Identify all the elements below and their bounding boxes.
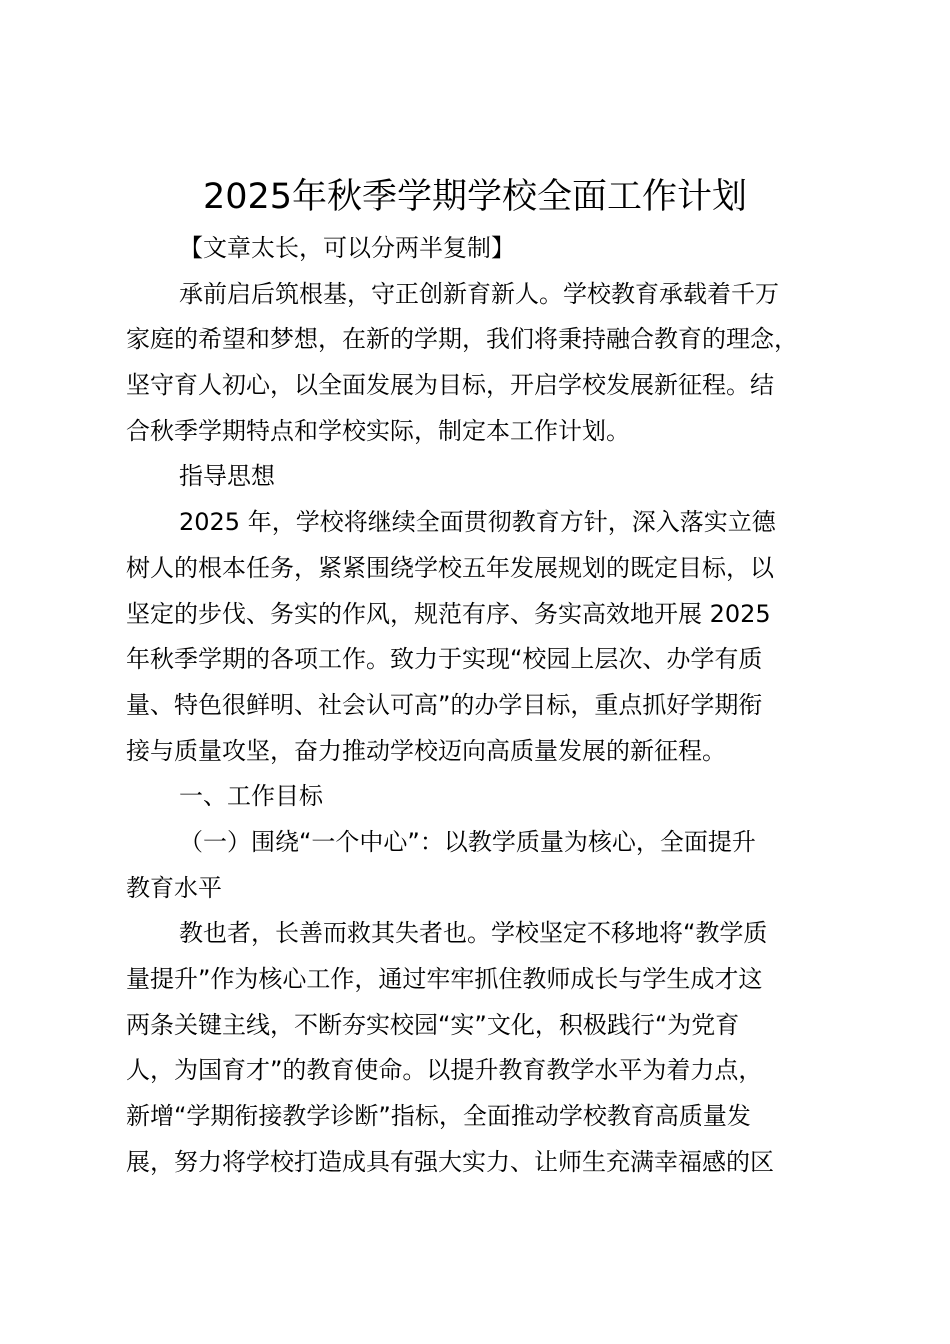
paragraph-lines	[126, 272, 832, 1186]
text-line: 承前启后筑根基，守正创新育新人。学校教育承载着千万	[179, 279, 779, 308]
document-title: 2025年秋季学期学校全面工作计划	[202, 177, 748, 217]
text-line: 教育水平	[126, 873, 222, 902]
text-line: 一、工作目标	[179, 782, 323, 811]
text-line: 人，为国育才”的教育使命。以提升教育教学水平为着力点，	[126, 1056, 763, 1085]
text-line: （一）围绕“一个中心”：以教学质量为核心，全面提升	[179, 827, 756, 856]
text-line: 量、特色很鲜明、社会认可高”的办学目标，重点抓好学期衔	[126, 690, 763, 719]
text-line: 树人的根本任务，紧紧围绕学校五年发展规划的既定目标，以	[126, 553, 774, 582]
text-line: 年秋季学期的各项工作。致力于实现“校园上层次、办学有质	[126, 645, 763, 674]
text-line: 坚守育人初心，以全面发展为目标，开启学校发展新征程。结	[126, 371, 774, 400]
text-line: 2025 年，学校将继续全面贯彻教育方针，深入落实立德	[179, 508, 776, 537]
document-body	[126, 226, 832, 1185]
text-line: 家庭的希望和梦想，在新的学期，我们将秉持融合教育的理念，	[126, 325, 798, 354]
text-line: 指导思想	[179, 462, 275, 491]
text-line: 两条关键主线，不断夯实校园“实”文化，积极践行“为党育	[126, 1010, 740, 1039]
text-line: 新增“学期衔接教学诊断”指标，全面推动学校教育高质量发	[126, 1102, 751, 1131]
text-line: 坚定的步伐、务实的作风，规范有序、务实高效地开展 2025	[126, 599, 771, 628]
text-line: 展，努力将学校打造成具有强大实力、让师生充满幸福感的区	[126, 1147, 774, 1176]
text-line: 合秋季学期特点和学校实际，制定本工作计划。	[126, 416, 630, 445]
copy-note: 【文章太长，可以分两半复制】	[179, 234, 515, 262]
text-line: 教也者，长善而救其失者也。学校坚定不移地将“教学质	[179, 919, 768, 948]
text-line: 接与质量攻坚，奋力推动学校迈向高质量发展的新征程。	[126, 736, 726, 765]
text-line: 量提升”作为核心工作，通过牢牢抓住教师成长与学生成才这	[126, 965, 763, 993]
